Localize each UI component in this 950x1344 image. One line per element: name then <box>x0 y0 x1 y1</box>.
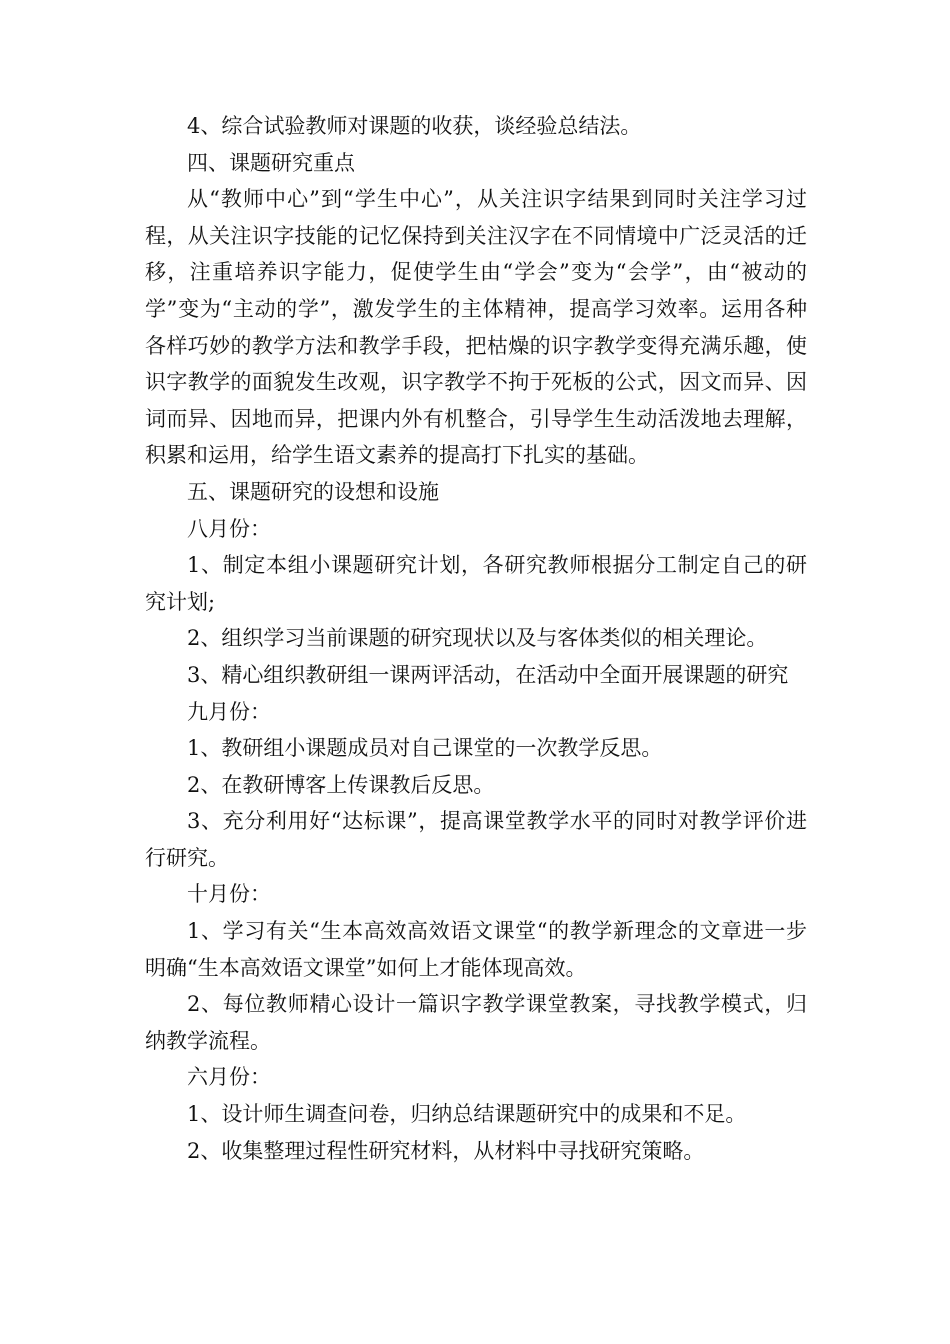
month-heading-june: 六月份： <box>187 1065 271 1090</box>
list-item: 1、设计师生调查问卷，归纳总结课题研究中的成果和不足。 <box>187 1102 747 1127</box>
list-item: 3、精心组织教研组一课两评活动，在活动中全面开展课题的研究 <box>187 662 789 687</box>
list-item: 2、收集整理过程性研究材料，从材料中寻找研究策略。 <box>187 1138 705 1163</box>
list-item: 1、教研组小课题成员对自己课堂的一次教学反思。 <box>187 736 663 761</box>
paragraph-item-4: 4、综合试验教师对课题的收获，谈经验总结法。 <box>187 114 642 138</box>
section-heading-plans-and-measures: 五、课题研究的设想和设施 <box>187 479 439 504</box>
month-heading-august: 八月份： <box>187 516 271 541</box>
document-page <box>145 108 807 1169</box>
section-heading-research-focus: 四、课题研究重点 <box>187 150 355 175</box>
month-heading-september: 九月份： <box>187 699 271 724</box>
list-item: 2、每位教师精心设计一篇识字教学课堂教案，寻找教学模式，归纳教学流程。 <box>145 992 807 1053</box>
list-item: 2、在教研博客上传课教后反思。 <box>187 772 495 797</box>
list-item: 2、组织学习当前课题的研究现状以及与客体类似的相关理论。 <box>187 626 768 651</box>
month-heading-october: 十月份： <box>187 882 271 907</box>
list-item: 1、制定本组小课题研究计划，各研究教师根据分工制定自己的研究计划; <box>145 553 807 614</box>
list-item: 1、学习有关“生本高效高效语文课堂“的教学新理念的文章进一步明确“生本高效语文课堂”如何上才能体现高效。 <box>145 919 807 980</box>
list-item: 3、充分利用好“达标课”，提高课堂教学水平的同时对教学评价进行研究。 <box>145 809 807 870</box>
paragraph-research-focus-body: 从“教师中心”到“学生中心”，从关注识字结果到同时关注学习过程，从关注识字技能的记忆保持到关注汉字在不同情境中广泛灵活的迁移，注重培养识字能力，促使学生由“学会”变为“会学”，由“被动的学”变为“主动的学”，激发学生的主体精神，提高学习效率。运用各种各样巧妙的教学方法和教学手段，把枯燥的识字教学变得充满乐趣，使识字教学的面貌发生改观，识字教学不拘于死板的公式，因文而异、因词而异、因地而异，把课内外有机整合，引导学生生动活泼地去理解，积累和运用，给学生语文素养的提高打下扎实的基础。 <box>145 187 807 468</box>
